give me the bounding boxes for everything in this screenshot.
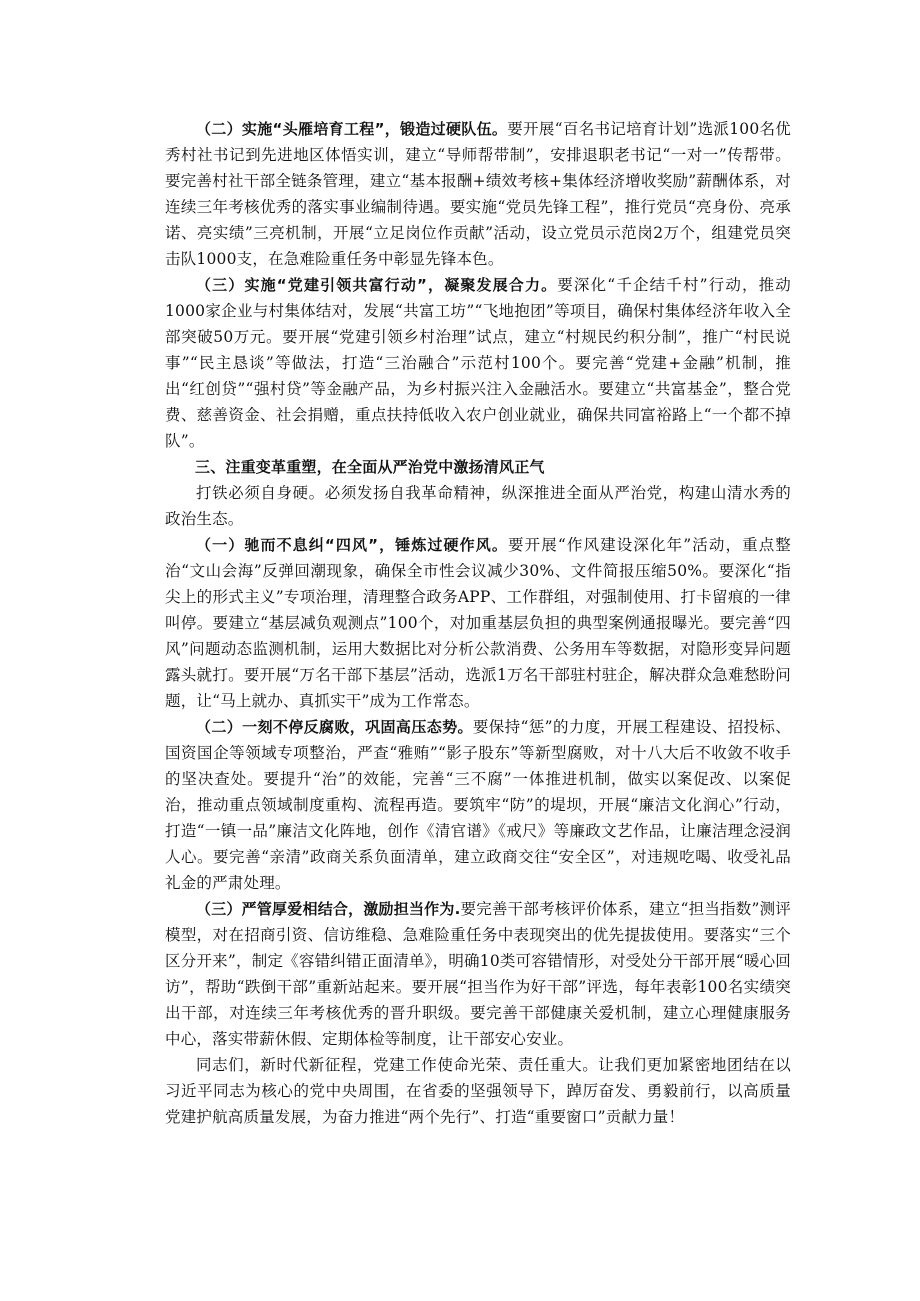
paragraph-self-revolution bbox=[165, 480, 791, 532]
paragraph-lead: （三）严管厚爱相结合，激励担当作为. bbox=[196, 900, 461, 918]
paragraph-body: 要保持“惩”的力度，开展工程建设、招投标、国资国企等领域专项整治，严查“雅贿”“影子股东”等新型腐败，对十八大后不收敛不收手的坚决查处。要提升“治”的效能，完善“三不腐”一体推进机制，做实以案促改、以案促治，推动重点领域制度重构、流程再造。要筑牢“防”的堤坝，开展“廉洁文化润心”行动，打造“一镇一品”廉洁文化阵地，创作《清官谱》《戒尺》等廉政文艺作品，让廉洁理念浸润人心。要完善“亲清”政商关系负面清单，建立政商交往“安全区”，对违规吃喝、收受礼品礼金的严肃处理。 bbox=[165, 718, 791, 892]
paragraph-anti-corruption bbox=[165, 714, 791, 896]
paragraph-implement-leader-training bbox=[165, 116, 791, 272]
paragraph-body: 要开展“百名书记培育计划”选派100名优秀村社书记到先进地区体悟实训，建立“导师帮带制”，安排退职老书记“一对一”传帮带。要完善村社干部全链条管理，建立“基本报酬+绩效考核+集体经济增收奖励”薪酬体系，对连续三年考核优秀的落实事业编制待遇。要实施“党员先锋工程”，推行党员“亮身份、亮承诺、亮实绩”三亮机制，开展“立足岗位作贡献”活动，设立党员示范岗2万个，组建党员突击队1000支，在急难险重任务中彰显先锋本色。 bbox=[165, 120, 792, 268]
paragraph-common-prosperity-action bbox=[165, 272, 791, 454]
paragraph-body: 要深化“千企结千村”行动，推动1000家企业与村集体结对，发展“共富工坊”“飞地抱团”等项目，确保村集体经济年收入全部突破50万元。要开展“党建引领乡村治理”试点，建立“村规民约积分制”，推广“村民说事”“民主恳谈”等做法，打造“三治融合”示范村100个。要完善“党建+金融”机制，推出“红创贷”“强村贷”等金融产品，为乡村振兴注入金融活水。要建立“共富基金”，整合党费、慈善资金、社会捐赠，重点扶持低收入农户创业就业，确保共同富裕路上“一个都不掉队”。 bbox=[165, 276, 791, 450]
paragraph-closing-remarks bbox=[165, 1052, 791, 1130]
paragraph-body: 要开展“作风建设深化年”活动，重点整治“文山会海”反弹回潮现象，确保全市性会议减少30%、文件简报压缩50%。要深化“指尖上的形式主义”专项治理，清理整合政务APP、工作群组，对强制使用、打卡留痕的一律叫停。要建立“基层减负观测点”100个，对加重基层负担的典型案例通报曝光。要完善“四风”问题动态监测机制，运用大数据比对分析公款消费、公务用车等数据，对隐形变异问题露头就打。要开展“万名干部下基层”活动，选派1万名干部驻村驻企，解决群众急难愁盼问题，让“马上就办、真抓实干”成为工作常态。 bbox=[165, 536, 792, 710]
paragraph-body: 要完善干部考核评价体系，建立“担当指数”测评模型，对在招商引资、信访维稳、急难险重任务中表现突出的优先提拔使用。要落实“三个区分开来”，制定《容错纠错正面清单》，明确10类可容错情形，对受处分干部开展“暖心回访”，帮助“跌倒干部”重新站起来。要开展“担当作为好干部”评选，每年表彰100名实绩突出干部，对连续三年考核优秀的晋升职级。要完善干部健康关爱机制，建立心理健康服务中心，落实带薪休假、定期体检等制度，让干部安心安业。 bbox=[165, 900, 791, 1048]
paragraph-body: 打铁必须自身硬。必须发扬自我革命精神，纵深推进全面从严治党，构建山清水秀的政治生态。 bbox=[165, 484, 791, 528]
document-page bbox=[165, 116, 791, 1130]
paragraph-lead: （二）实施“头雁培育工程”，锻造过硬队伍。 bbox=[196, 120, 508, 138]
paragraph-strict-management-care bbox=[165, 896, 791, 1052]
paragraph-lead: （三）实施“党建引领共富行动”，凝聚发展合力。 bbox=[196, 276, 558, 294]
paragraph-four-winds bbox=[165, 532, 791, 714]
paragraph-lead: （一）驰而不息纠“四风”，锤炼过硬作风。 bbox=[196, 536, 509, 554]
section-heading-three: 三、注重变革重塑，在全面从严治党中激扬清风正气 bbox=[195, 458, 545, 476]
paragraph-lead: （二）一刻不停反腐败，巩固高压态势。 bbox=[196, 718, 473, 736]
paragraph-body: 同志们，新时代新征程，党建工作使命光荣、责任重大。让我们更加紧密地团结在以习近平同志为核心的党中央周围，在省委的坚强领导下，踔厉奋发、勇毅前行，以高质量党建护航高质量发展，为奋力推进“两个先行”、打造“重要窗口”贡献力量！ bbox=[165, 1056, 791, 1126]
